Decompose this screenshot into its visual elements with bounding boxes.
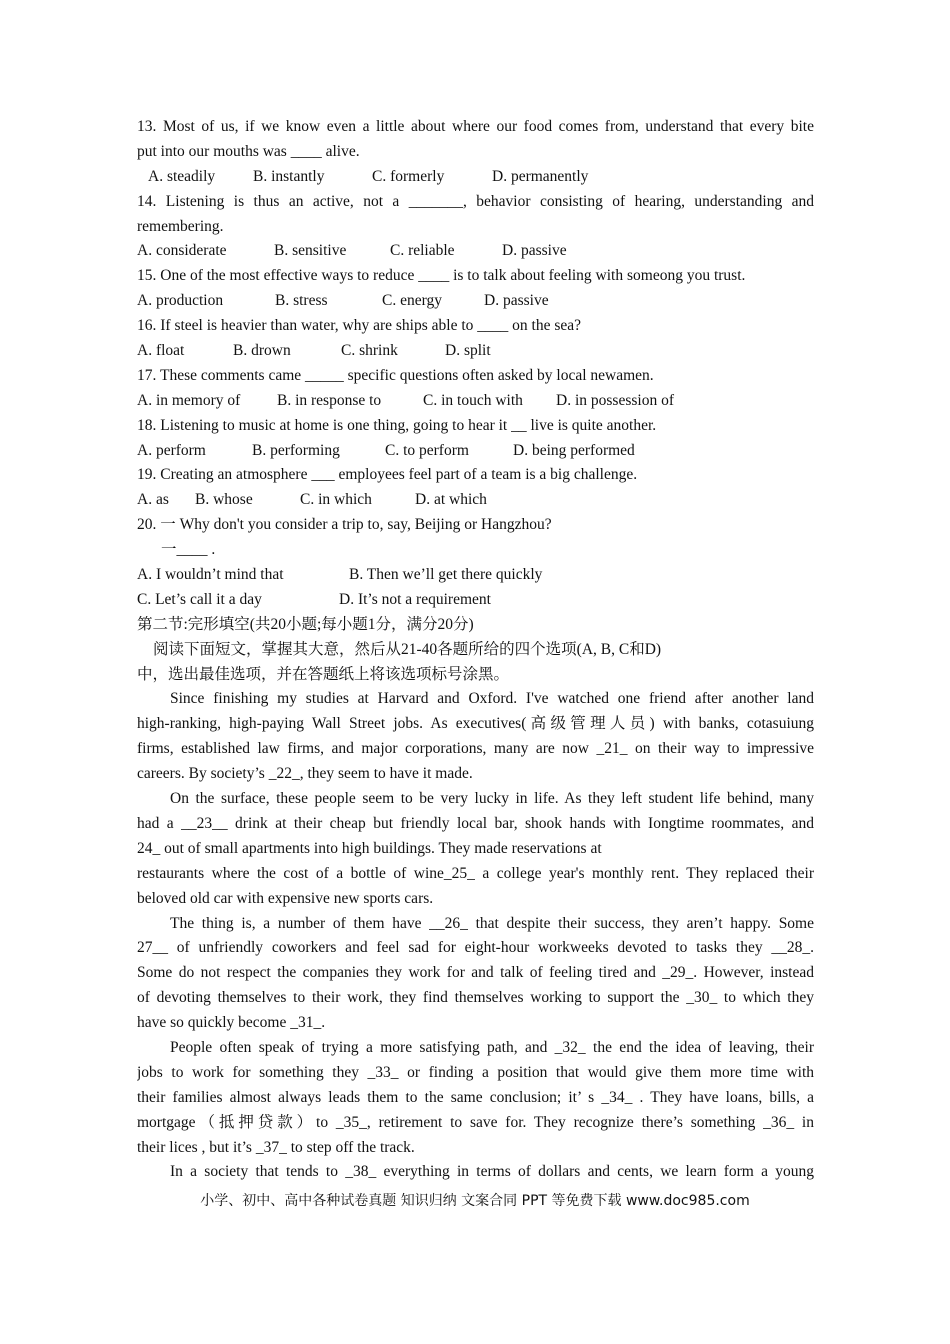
question-13-options	[137, 165, 814, 190]
passage-line: 27__ of unfriendly coworkers and feel sad for eight-hour workweeks devoted to tasks they __28_.	[137, 939, 814, 957]
option-a: A. considerate	[137, 242, 227, 260]
passage-line: On the surface, these people seem to be very lucky in life. As they left student life behind, many	[170, 790, 814, 808]
option-c: C. in touch with	[423, 391, 523, 409]
question-15-line1: 15. One of the most effective ways to reduce ____ is to talk about feeling with someong you trust.	[137, 267, 746, 285]
option-d: D. in possession of	[556, 391, 674, 409]
passage-line: have so quickly become _31_.	[137, 1014, 326, 1032]
option-d: D. It’s not a requirement	[339, 590, 491, 608]
question-20-line2: 一____ .	[161, 541, 216, 559]
passage-line: careers. By society’s _22_, they seem to have it made.	[137, 765, 473, 783]
passage-line: of devoting themselves to their work, they find themselves working to support the _30_ to which they	[137, 989, 814, 1007]
question-16-options	[137, 339, 814, 364]
option-a: A. as	[137, 491, 169, 509]
passage-line: People often speak of trying a more satisfying path, and _32_ the end the idea of leaving, their	[170, 1038, 814, 1056]
passage-line: their lices , but it’s _37_ to step off the track.	[137, 1138, 415, 1156]
question-18-line1: 18. Listening to music at home is one thing, going to hear it __ live is quite another.	[137, 416, 657, 434]
section-instruction-line2: 中，选出最佳选项，并在答题纸上将该选项标号涂黑。	[137, 665, 510, 683]
option-d: D. split	[445, 342, 491, 360]
passage-line: The thing is, a number of them have __26_ that despite their success, they aren’t happy. Some	[170, 914, 814, 932]
option-c: C. in which	[300, 491, 372, 509]
option-b: B. sensitive	[274, 242, 347, 260]
question-19-options	[137, 488, 814, 513]
option-b: B. Then we’ll get there quickly	[349, 566, 543, 584]
question-18-options	[137, 439, 814, 464]
option-a: A. float	[137, 342, 185, 360]
option-b: B. drown	[233, 342, 291, 360]
passage-line: mortgage（抵押贷款）to _35_, retirement to save for. They recognize there’s something _36_ in	[137, 1113, 814, 1131]
question-14-line2: remembering.	[137, 217, 224, 235]
passage-line: firms, established law firms, and major corporations, many are now _21_ on their way to impressive	[137, 740, 814, 758]
exam-page	[137, 115, 814, 1185]
passage-line: Some do not respect the companies they work for and talk of feeling tired and _29_. However, instead	[137, 964, 814, 982]
option-a: A. I wouldn’t mind that	[137, 566, 284, 584]
option-a: A. perform	[137, 441, 206, 459]
option-d: D. passive	[502, 242, 567, 260]
passage-line: restaurants where the cost of a bottle of wine_25_ a college year's monthly rent. They replaced their	[137, 864, 814, 882]
question-20-options-row2	[137, 588, 814, 613]
question-16-line1: 16. If steel is heavier than water, why are ships able to ____ on the sea?	[137, 317, 581, 335]
passage-line: had a __23__ drink at their cheap but friendly local bar, shook hands with Iongtime roommates, and	[137, 814, 814, 832]
passage-line: high-ranking, high-paying Wall Street jobs. As executives(高级管理人员) with banks, cotasuiung	[137, 715, 814, 733]
question-20-line1: 20. 一 Why don't you consider a trip to, say, Beijing or Hangzhou?	[137, 516, 552, 534]
option-c: C. energy	[382, 292, 442, 310]
option-d: D. at which	[415, 491, 487, 509]
option-d: D. permanently	[492, 167, 589, 185]
option-c: C. Let’s call it a day	[137, 590, 262, 608]
question-17-options	[137, 389, 814, 414]
option-d: D. passive	[484, 292, 549, 310]
question-14-line1: 14. Listening is thus an active, not a _______, behavior consisting of hearing, understanding and	[137, 192, 814, 210]
option-a: A. in memory of	[137, 391, 241, 409]
option-c: C. reliable	[390, 242, 455, 260]
option-b: B. in response to	[277, 391, 382, 409]
option-a: A. steadily	[148, 167, 216, 185]
option-c: C. to perform	[385, 441, 469, 459]
option-b: B. stress	[275, 292, 328, 310]
passage-line: Since finishing my studies at Harvard and Oxford. I've watched one friend after another land	[170, 690, 814, 708]
passage-line: In a society that tends to _38_ everything in terms of dollars and cents, we learn form a young	[170, 1163, 814, 1181]
option-d: D. being performed	[513, 441, 635, 459]
option-a: A. production	[137, 292, 224, 310]
option-c: C. formerly	[372, 167, 445, 185]
question-13-line2: put into our mouths was ____ alive.	[137, 142, 360, 160]
question-13-line1: 13. Most of us, if we know even a little about where our food comes from, understand that every bite	[137, 118, 814, 135]
option-b: B. instantly	[253, 167, 325, 185]
footer-watermark: 小学、初中、高中各种试卷真题 知识归纳 文案合同 PPT 等免费下载 www.doc985.com	[200, 1193, 750, 1209]
passage-line: beloved old car with expensive new sports cars.	[137, 889, 434, 907]
passage-line: jobs to work for something they _33_ or finding a position that would give them more time with	[137, 1063, 814, 1081]
question-20-options-row1	[137, 563, 814, 588]
section-title: 第二节:完形填空(共20小题;每小题1分，满分20分)	[137, 615, 474, 633]
passage-line: 24_ out of small apartments into high buildings. They made reservations at	[137, 839, 602, 857]
question-15-options	[137, 289, 814, 314]
question-14-options	[137, 239, 814, 264]
option-b: B. whose	[195, 491, 253, 509]
option-c: C. shrink	[341, 342, 398, 360]
passage-line: their families almost always leads them to the same conclusion; it’ s _34_ . They have loans, bills, a	[137, 1088, 814, 1106]
question-19-line1: 19. Creating an atmosphere ___ employees feel part of a team is a big challenge.	[137, 466, 638, 484]
section-instruction-line1: 阅读下面短文，掌握其大意，然后从21-40各题所给的四个选项(A, B, C和D)	[153, 640, 662, 658]
question-17-line1: 17. These comments came _____ specific questions often asked by local newamen.	[137, 366, 654, 384]
option-b: B. performing	[252, 441, 340, 459]
